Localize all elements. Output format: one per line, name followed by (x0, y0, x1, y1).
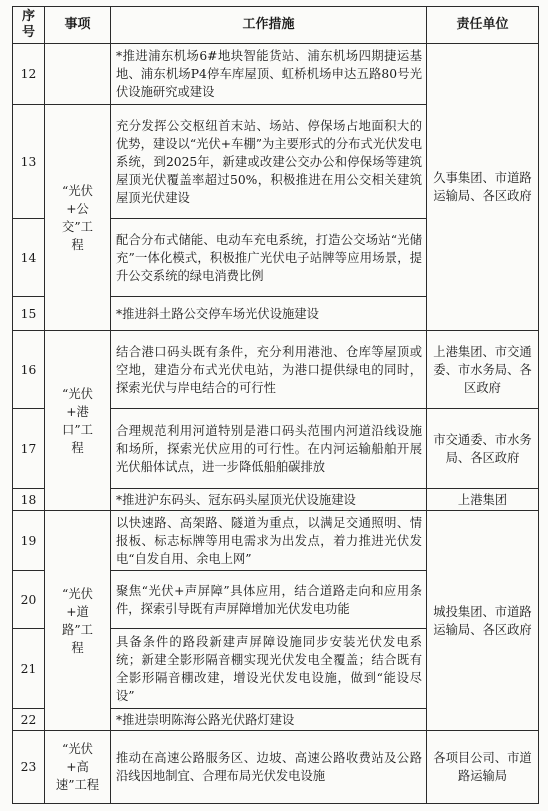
item-group-cell: “光伏+道路”工程 (45, 511, 111, 731)
unit-cell: 市交通委、市水务局、各区政府 (427, 409, 539, 489)
item-group-cell: “光伏+高速”工程 (45, 731, 111, 804)
item-group-cell: “光伏+公交”工程 (45, 105, 111, 331)
measure-cell: 聚焦“光伏+声屏障”具体应用，结合道路走向和应用条件，探索引导既有声屏障增加光伏发电功能 (111, 571, 427, 629)
header-no: 序号 (13, 7, 45, 44)
measure-cell: 以快速路、高架路、隧道为重点，以满足交通照明、情报板、标志标牌等用电需求为出发点，着力推进光伏发电“自发自用、余电上网” (111, 511, 427, 571)
row-number: 19 (13, 511, 45, 571)
row-number: 22 (13, 709, 45, 731)
item-cell-empty (45, 44, 111, 105)
measure-cell: 合理规范利用河道特别是港口码头范围内河道沿线设施和场所，探索光伏应用的可行性。在内河运输船舶开展光伏船体试点，进一步降低船舶碳排放 (111, 409, 427, 489)
header-unit: 责任单位 (427, 7, 539, 44)
table-row (13, 44, 539, 105)
unit-cell: 久事集团、市道路运输局、各区政府 (427, 44, 539, 331)
measure-cell: *推进浦东机场6#地块智能货站、浦东机场四期捷运基地、浦东机场P4停车库屋顶、虹桥机场申达五路80号光伏设施研究或建设 (111, 44, 427, 105)
table-row (13, 511, 539, 571)
item-group-cell: “光伏+港口”工程 (45, 331, 111, 511)
measure-cell: *推进斜土路公交停车场光伏设施建设 (111, 297, 427, 331)
unit-cell: 城投集团、市道路运输局、各区政府 (427, 511, 539, 731)
row-number: 15 (13, 297, 45, 331)
row-number: 17 (13, 409, 45, 489)
unit-cell: 上港集团 (427, 489, 539, 511)
header-measure: 工作措施 (111, 7, 427, 44)
measure-cell: 推动在高速公路服务区、边坡、高速公路收费站及公路沿线因地制宜、合理布局光伏发电设施 (111, 731, 427, 804)
unit-cell: 各项目公司、市道路运输局 (427, 731, 539, 804)
measure-cell: *推进沪东码头、冠东码头屋顶光伏设施建设 (111, 489, 427, 511)
measure-cell: 具备条件的路段新建声屏障设施同步安装光伏发电系统；新建全影形隔音棚实现光伏发电全覆盖；结合既有全影形隔音棚改建，增设光伏发电设施，做到“能设尽设” (111, 629, 427, 709)
table-row (13, 331, 539, 409)
measure-cell: 结合港口码头既有条件，充分利用港池、仓库等屋顶或空地，建造分布式光伏电站，为港口提供绿电的同时，探索光伏与岸电结合的可行性 (111, 331, 427, 409)
measure-cell: *推进崇明陈海公路光伏路灯建设 (111, 709, 427, 731)
header-item: 事项 (45, 7, 111, 44)
row-number: 16 (13, 331, 45, 409)
row-number: 14 (13, 219, 45, 297)
row-number: 20 (13, 571, 45, 629)
measure-cell: 配合分布式储能、电动车充电系统，打造公交场站“光储充”一体化模式，积极推广光伏电子站牌等应用场景，提升公交系统的绿电消费比例 (111, 219, 427, 297)
row-number: 18 (13, 489, 45, 511)
unit-cell: 上港集团、市交通委、市水务局、各区政府 (427, 331, 539, 409)
row-number: 13 (13, 105, 45, 219)
row-number: 21 (13, 629, 45, 709)
table-header-row (13, 7, 539, 44)
measure-cell: 充分发挥公交枢纽首末站、场站、停保场占地面积大的优势，建设以“光伏+车棚”为主要形式的分布式光伏发电系统，到2025年，新建或改建公交办公和停保场等建筑屋顶光伏覆盖率超过50%，积极推进在用公交相关建筑屋顶光伏建设 (111, 105, 427, 219)
table-row (13, 731, 539, 804)
work-measures-table (12, 6, 539, 804)
row-number: 23 (13, 731, 45, 804)
row-number: 12 (13, 44, 45, 105)
